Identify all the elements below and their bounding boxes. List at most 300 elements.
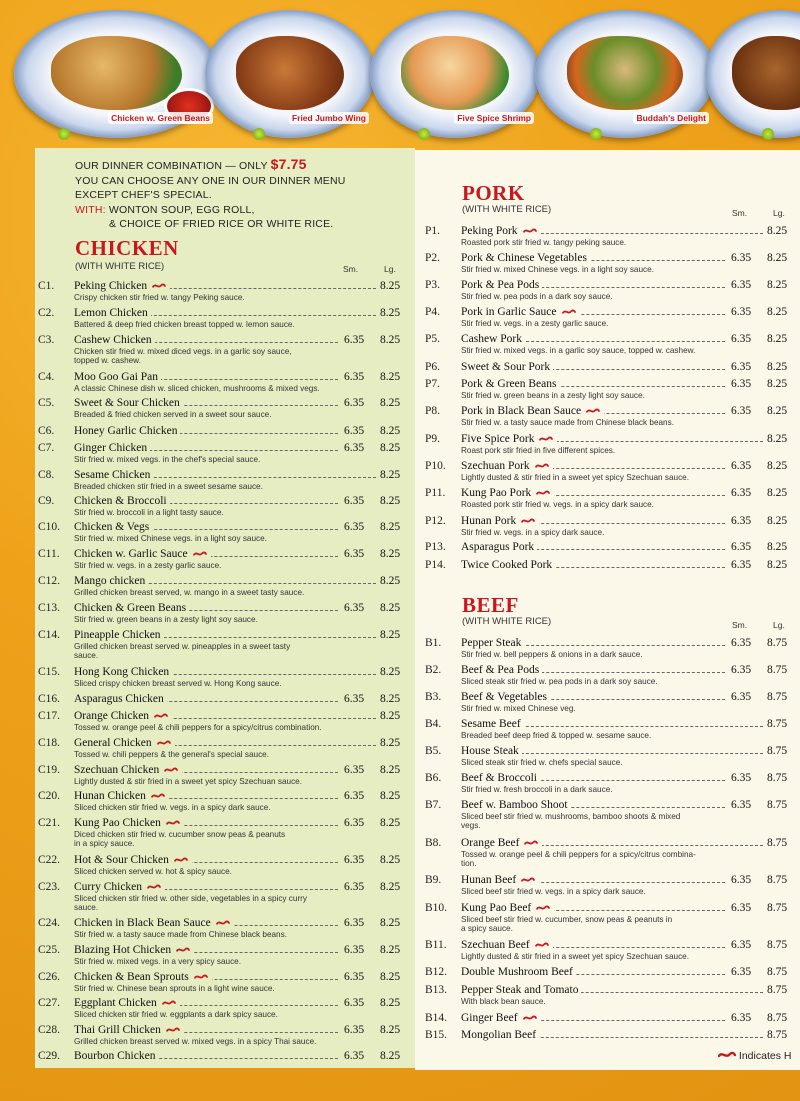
item-code: B2.	[425, 664, 442, 676]
item-code: C20.	[38, 790, 61, 802]
menu-item-c20	[38, 790, 401, 812]
large-price: 8.25	[380, 602, 401, 614]
combo-line: EXCEPT CHEF'S SPECIAL.	[75, 189, 212, 201]
spicy-legend-label: Indicates H	[738, 1050, 792, 1062]
item-name-text: Beef & Vegetables	[461, 691, 548, 703]
item-description: Stir fried w. green beans in a zesty light soy sauce.	[461, 391, 645, 400]
item-description: Stir fried w. a tasty sauce made from Chinese black beans.	[74, 930, 287, 939]
menu-item-c15	[38, 666, 401, 688]
item-description: Stir fried w. vegs. in a spicy dark sauce.	[461, 528, 605, 537]
dish-photo-fried-jumbo-wing	[205, 10, 375, 138]
small-price: 6.35	[731, 460, 752, 472]
item-name-text: Pork & Chinese Vegetables	[461, 252, 587, 264]
menu-item-c25	[38, 944, 401, 966]
menu-item-p10	[425, 460, 800, 482]
menu-item-p14	[425, 559, 800, 575]
menu-item-c7	[38, 442, 401, 464]
item-description: sauce.	[74, 903, 99, 912]
large-price: 8.25	[380, 442, 401, 454]
item-name	[74, 881, 165, 893]
menu-item-c14	[38, 629, 401, 660]
item-code: B1.	[425, 637, 442, 649]
small-price: 6.35	[731, 515, 752, 527]
menu-item-b6	[425, 772, 800, 794]
item-name	[74, 397, 183, 409]
small-price: 6.35	[344, 442, 365, 454]
small-price: 6.35	[731, 664, 752, 676]
large-price: 8.25	[380, 1024, 401, 1036]
menu-item-c21	[38, 817, 401, 848]
item-name	[74, 548, 211, 560]
item-description: tion.	[461, 859, 477, 868]
small-price: 6.35	[344, 1024, 365, 1036]
item-description: Crispy chicken stir fried w. tangy Peking sauce.	[74, 293, 245, 302]
item-code: C28.	[38, 1024, 61, 1036]
small-price: 6.35	[731, 252, 752, 264]
item-name-text: Twice Cooked Pork	[461, 559, 553, 571]
item-name-text: Orange Chicken	[74, 710, 150, 722]
item-name-text: Cashew Pork	[461, 333, 523, 345]
item-name	[74, 575, 148, 587]
large-price: 8.25	[767, 460, 788, 472]
chili-pepper-icon	[523, 840, 539, 846]
menu-item-c24	[38, 917, 401, 939]
menu-item-c23	[38, 881, 401, 912]
small-price: 6.35	[344, 602, 365, 614]
chili-pepper-icon	[522, 1015, 538, 1021]
item-description: Sliced beef stir fried w. mushrooms, bamboo shoots & mixed	[461, 812, 681, 821]
small-price: 6.35	[731, 637, 752, 649]
large-column-header: Lg.	[384, 264, 396, 274]
item-description: Stir fried w. mixed vegs. in a garlic soy sauce, topped w. cashew.	[461, 346, 696, 355]
item-description: Stir fried w. green beans in a zesty light soy sauce.	[74, 615, 258, 624]
item-description: Sliced chicken stir fried w. vegs. in a spicy dark sauce.	[74, 803, 271, 812]
item-code: C25.	[38, 944, 61, 956]
item-name	[74, 629, 164, 641]
item-name-text: Hot & Sour Chicken	[74, 854, 169, 866]
large-price: 8.25	[767, 541, 788, 553]
item-name-text: Bourbon Chicken	[74, 1050, 156, 1062]
item-description: Sliced steak stir fried w. chefs special sauce.	[461, 758, 623, 767]
dish-caption: Fried Jumbo Wing	[289, 112, 369, 124]
menu-item-c27	[38, 997, 401, 1019]
menu-item-c8	[38, 469, 401, 491]
item-code: B7.	[425, 799, 442, 811]
large-price: 8.25	[767, 361, 788, 373]
menu-item-b2	[425, 664, 800, 686]
item-description: Breaded chicken stir fried in a sweet sesame sauce.	[74, 482, 263, 491]
item-code: B10.	[425, 902, 448, 914]
large-price: 8.25	[380, 280, 401, 292]
dotted-leader	[501, 645, 725, 646]
item-description: Stir fried w. mixed Chinese vegs. in a light soy sauce.	[461, 265, 654, 274]
combo-line: WONTON SOUP, EGG ROLL,	[105, 203, 255, 216]
item-name-text: Kung Pao Pork	[461, 487, 532, 499]
item-description: Sliced chicken stir fried w. other side, vegetables in a spicy curry	[74, 894, 307, 903]
menu-item-p7	[425, 378, 800, 400]
green-bullet-icon	[418, 128, 430, 140]
item-name-text: Orange Beef	[461, 837, 520, 849]
item-code: P4.	[425, 306, 441, 318]
item-name-text: Hunan Chicken	[74, 790, 146, 802]
item-name-text: Szechuan Beef	[461, 939, 530, 951]
chili-pepper-icon	[520, 877, 536, 883]
item-description: Grilled chicken breast served, w. mango in a sweet tasty sauce.	[74, 588, 305, 597]
section-title: CHICKEN	[75, 236, 179, 260]
large-price: 8.75	[767, 939, 788, 951]
item-name-text: Beef & Pea Pods	[461, 664, 540, 676]
item-name	[461, 252, 590, 264]
large-price: 8.25	[380, 334, 401, 346]
small-price: 6.35	[731, 772, 752, 784]
item-code: P14.	[425, 559, 446, 571]
dish-photo-five-spice-shrimp	[370, 10, 540, 138]
chili-pepper-icon	[193, 974, 209, 980]
item-description: Sliced chicken served w. hot & spicy sauce.	[74, 867, 232, 876]
item-name-text: Chicken in Black Bean Sauce	[74, 917, 211, 929]
large-column-header: Lg.	[773, 208, 785, 218]
item-name	[74, 495, 170, 507]
large-price: 8.75	[767, 966, 788, 978]
item-code: P8.	[425, 405, 441, 417]
item-name-text: Szechuan Pork	[461, 460, 530, 472]
chili-pepper-icon	[538, 436, 554, 442]
item-description: Stir fried w. vegs. in a zesty garlic sauce.	[74, 561, 222, 570]
item-name	[461, 306, 580, 318]
chili-pepper-icon	[535, 490, 551, 496]
item-name-text: Pork in Black Bean Sauce	[461, 405, 582, 417]
menu-item-c1	[38, 280, 401, 302]
item-name	[74, 693, 167, 705]
item-name	[461, 874, 539, 886]
large-column-header: Lg.	[773, 620, 785, 630]
item-name	[74, 334, 155, 346]
item-description: Stir fried w. bell peppers & onions in a dark sauce.	[461, 650, 643, 659]
item-name-text: Chicken w. Garlic Sauce	[74, 548, 188, 560]
item-name-text: Lemon Chicken	[74, 307, 148, 319]
item-code: C9.	[38, 495, 55, 507]
menu-item-c10	[38, 521, 401, 543]
chili-pepper-icon	[718, 1051, 736, 1059]
small-price: 6.35	[731, 378, 752, 390]
item-code: C13.	[38, 602, 61, 614]
item-name-text: Pork & Pea Pods	[461, 279, 540, 291]
small-price: 6.35	[731, 902, 752, 914]
item-name	[74, 917, 234, 929]
dotted-leader	[501, 726, 763, 727]
small-price: 6.35	[344, 334, 365, 346]
item-name	[461, 405, 604, 417]
item-description: Tossed w. chili peppers & the general's special sauce.	[74, 750, 269, 759]
chili-pepper-icon	[146, 884, 162, 890]
item-name	[74, 997, 180, 1009]
item-name-text: Ginger Beef	[461, 1012, 518, 1024]
item-description: sauce.	[74, 651, 99, 660]
small-price: 6.35	[344, 764, 365, 776]
menu-item-c28	[38, 1024, 401, 1046]
item-name	[461, 487, 554, 499]
large-price: 8.75	[767, 837, 788, 849]
menu-item-b13	[425, 984, 800, 1006]
menu-item-p9	[425, 433, 800, 455]
large-price: 8.25	[380, 944, 401, 956]
large-price: 8.25	[380, 469, 401, 481]
item-name	[461, 718, 524, 730]
item-name-text: Kung Pao Beef	[461, 902, 532, 914]
large-price: 8.25	[380, 548, 401, 560]
large-price: 8.75	[767, 664, 788, 676]
menu-item-b14	[425, 1012, 800, 1028]
large-price: 8.75	[767, 874, 788, 886]
small-price: 6.35	[344, 917, 365, 929]
item-description: Stir fried w. broccoli in a light tasty sauce.	[74, 508, 224, 517]
item-code: B3.	[425, 691, 442, 703]
item-description: Sliced chicken stir fried w. eggplants a dark spicy sauce.	[74, 1010, 278, 1019]
item-name-text: Pork & Green Beans	[461, 378, 557, 390]
menu-item-c3	[38, 334, 401, 365]
menu-item-c11	[38, 548, 401, 570]
item-description: Stir fried w. mixed vegs. in a very spicy sauce.	[74, 957, 241, 966]
menu-item-p8	[425, 405, 800, 427]
item-name	[461, 984, 581, 996]
item-name	[461, 1012, 541, 1024]
item-description: Lightly dusted & stir fried in a sweet yet spicy Szechuan sauce.	[461, 952, 690, 961]
item-description: Sliced crispy chicken breast served w. Hong Kong sauce.	[74, 679, 282, 688]
menu-item-c5	[38, 397, 401, 419]
item-code: C29.	[38, 1050, 61, 1062]
menu-item-b8	[425, 837, 800, 868]
green-bullet-icon	[58, 128, 70, 140]
item-name	[461, 460, 553, 472]
menu-item-c26	[38, 971, 401, 993]
chili-pepper-icon	[173, 857, 189, 863]
item-code: C7.	[38, 442, 55, 454]
large-price: 8.75	[767, 799, 788, 811]
small-price: 6.35	[344, 817, 365, 829]
item-name-text: Chicken & Green Beans	[74, 602, 187, 614]
large-price: 8.75	[767, 1029, 788, 1041]
item-name-text: House Steak	[461, 745, 519, 757]
menu-item-c4	[38, 371, 401, 393]
spicy-legend	[718, 1050, 791, 1062]
item-name	[461, 664, 542, 676]
small-price: 6.35	[731, 279, 752, 291]
section-subtitle: (WITH WHITE RICE)	[462, 616, 552, 627]
item-name	[461, 939, 553, 951]
large-price: 8.75	[767, 691, 788, 703]
menu-item-p5	[425, 333, 800, 355]
menu-item-c16	[38, 693, 400, 709]
item-name	[74, 280, 170, 292]
chili-pepper-icon	[534, 463, 550, 469]
chili-pepper-icon	[151, 283, 167, 289]
item-name-text: Sesame Chicken	[74, 469, 151, 481]
large-price: 8.25	[767, 279, 788, 291]
dotted-leader	[114, 315, 376, 316]
menu-item-c12	[38, 575, 401, 597]
chili-pepper-icon	[520, 518, 536, 524]
item-name-text: Blazing Hot Chicken	[74, 944, 172, 956]
small-price: 6.35	[344, 693, 365, 705]
item-code: C27.	[38, 997, 61, 1009]
item-description: Roast pork stir fried in five different spices.	[461, 446, 616, 455]
large-price: 8.25	[380, 307, 401, 319]
item-name	[74, 442, 150, 454]
small-price: 6.35	[344, 548, 365, 560]
item-name	[74, 817, 184, 829]
menu-item-p6	[425, 361, 800, 377]
item-description: vegs.	[461, 821, 481, 830]
large-price: 8.25	[380, 971, 401, 983]
item-description: Stir fried w. pea pods in a dark soy sauce.	[461, 292, 613, 301]
item-code: P1.	[425, 225, 441, 237]
menu-item-c19	[38, 764, 401, 786]
item-description: topped w. cashew.	[74, 356, 141, 365]
large-price: 8.75	[767, 1012, 788, 1024]
dotted-leader	[501, 1037, 763, 1038]
item-description: Grilled chicken breast served w. mixed vegs. in a spicy Thai sauce.	[74, 1037, 317, 1046]
item-description: Sliced beef stir fried w. cucumber, snow peas & peanuts in	[461, 915, 673, 924]
small-price: 6.35	[731, 333, 752, 345]
item-code: B14.	[425, 1012, 448, 1024]
item-name	[74, 469, 153, 481]
item-name	[74, 602, 189, 614]
combo-line: & CHOICE OF FRIED RICE OR WHITE RICE.	[109, 218, 334, 230]
small-price: 6.35	[731, 559, 752, 571]
large-price: 8.75	[767, 745, 788, 757]
dinner-combination-box	[75, 157, 346, 232]
item-description: Breaded & fried chicken served in a sweet sour sauce.	[74, 410, 272, 419]
menu-item-c18	[38, 737, 401, 759]
section-title: PORK	[462, 181, 525, 205]
large-price: 8.25	[380, 495, 401, 507]
item-code: C22.	[38, 854, 61, 866]
large-price: 8.25	[380, 693, 401, 705]
item-name-text: Chicken & Broccoli	[74, 495, 167, 507]
item-description: Stir fried w. mixed Chinese vegs. in a light soy sauce.	[74, 534, 267, 543]
menu-item-c13	[38, 602, 401, 624]
item-code: B15.	[425, 1029, 448, 1041]
item-description: Roasted pork stir fried w. tangy peking sauce.	[461, 238, 627, 247]
large-price: 8.25	[767, 559, 788, 571]
item-name-text: Kung Pao Chicken	[74, 817, 161, 829]
chili-pepper-icon	[165, 1027, 181, 1033]
dish-caption: Buddah's Delight	[633, 112, 709, 124]
section-title: BEEF	[462, 593, 519, 617]
small-price: 6.35	[731, 487, 752, 499]
small-price: 6.35	[731, 541, 752, 553]
item-name	[74, 371, 161, 383]
item-name	[74, 521, 152, 533]
item-name	[461, 559, 555, 571]
chili-pepper-icon	[150, 793, 166, 799]
small-price: 6.35	[731, 691, 752, 703]
item-code: B8.	[425, 837, 442, 849]
item-name	[74, 737, 175, 749]
green-bullet-icon	[253, 128, 265, 140]
item-name-text: Curry Chicken	[74, 881, 143, 893]
chili-pepper-icon	[522, 228, 538, 234]
large-price: 8.25	[380, 710, 401, 722]
menu-item-c29	[38, 1050, 400, 1066]
menu-item-b1	[425, 637, 800, 659]
small-price: 6.35	[344, 1050, 365, 1062]
item-code: C1.	[38, 280, 55, 292]
menu-item-c2	[38, 307, 401, 329]
large-price: 8.25	[380, 397, 401, 409]
item-name	[461, 691, 550, 703]
item-name-text: Chicken & Bean Sprouts	[74, 971, 189, 983]
large-price: 8.25	[380, 371, 401, 383]
item-description: Diced chicken stir fried w. cucumber snow peas & peanuts	[74, 830, 286, 839]
large-price: 8.25	[380, 425, 401, 437]
chili-pepper-icon	[161, 1000, 177, 1006]
menu-item-c6	[38, 425, 400, 441]
item-name-text: Beef w. Bamboo Shoot	[461, 799, 568, 811]
item-name	[461, 378, 560, 390]
menu-item-p3	[425, 279, 800, 301]
item-name-text: Pepper Steak and Tomato	[461, 984, 579, 996]
small-column-header: Sm.	[732, 620, 748, 630]
item-code: C19.	[38, 764, 61, 776]
large-price: 8.25	[767, 225, 788, 237]
item-name	[461, 799, 571, 811]
chili-pepper-icon	[561, 309, 577, 315]
menu-item-b15	[425, 1029, 800, 1045]
item-code: C3.	[38, 334, 55, 346]
small-price: 6.35	[344, 371, 365, 383]
small-price: 6.35	[344, 997, 365, 1009]
item-name-text: Honey Garlic Chicken	[74, 425, 178, 437]
large-price: 8.25	[380, 575, 401, 587]
item-name-text: Thai Grill Chicken	[74, 1024, 161, 1036]
item-name-text: Hunan Pork	[461, 515, 517, 527]
item-code: C4.	[38, 371, 55, 383]
chili-pepper-icon	[175, 947, 191, 953]
item-description: Battered & deep fried chicken breast topped w. lemon sauce.	[74, 320, 295, 329]
large-price: 8.25	[767, 433, 788, 445]
large-price: 8.25	[380, 666, 401, 678]
chili-pepper-icon	[163, 767, 179, 773]
item-code: P2.	[425, 252, 441, 264]
item-name	[74, 790, 169, 802]
small-price: 6.35	[731, 361, 752, 373]
large-price: 8.75	[767, 902, 788, 914]
menu-item-p13	[425, 541, 800, 557]
small-price: 6.35	[344, 425, 365, 437]
item-description: Tossed w. orange peel & chili peppers for a spicy/citrus combina-	[461, 850, 696, 859]
item-description: With black bean sauce.	[461, 997, 546, 1006]
large-price: 8.25	[767, 515, 788, 527]
small-price: 6.35	[731, 405, 752, 417]
item-name	[461, 745, 522, 757]
menu-item-p12	[425, 515, 800, 537]
item-code: C6.	[38, 425, 55, 437]
item-code: C17.	[38, 710, 61, 722]
chili-pepper-icon	[534, 942, 550, 948]
photo-band	[0, 0, 800, 150]
small-price: 6.35	[731, 939, 752, 951]
item-name-text: Asparagus Pork	[461, 541, 535, 553]
small-price: 6.35	[344, 790, 365, 802]
item-name	[74, 307, 151, 319]
item-code: C24.	[38, 917, 61, 929]
dish-photo-chicken-green-beans	[14, 10, 219, 138]
large-price: 8.75	[767, 637, 788, 649]
small-price: 6.35	[344, 521, 365, 533]
large-price: 8.25	[767, 333, 788, 345]
item-name-text: Chicken & Vegs	[74, 521, 150, 533]
